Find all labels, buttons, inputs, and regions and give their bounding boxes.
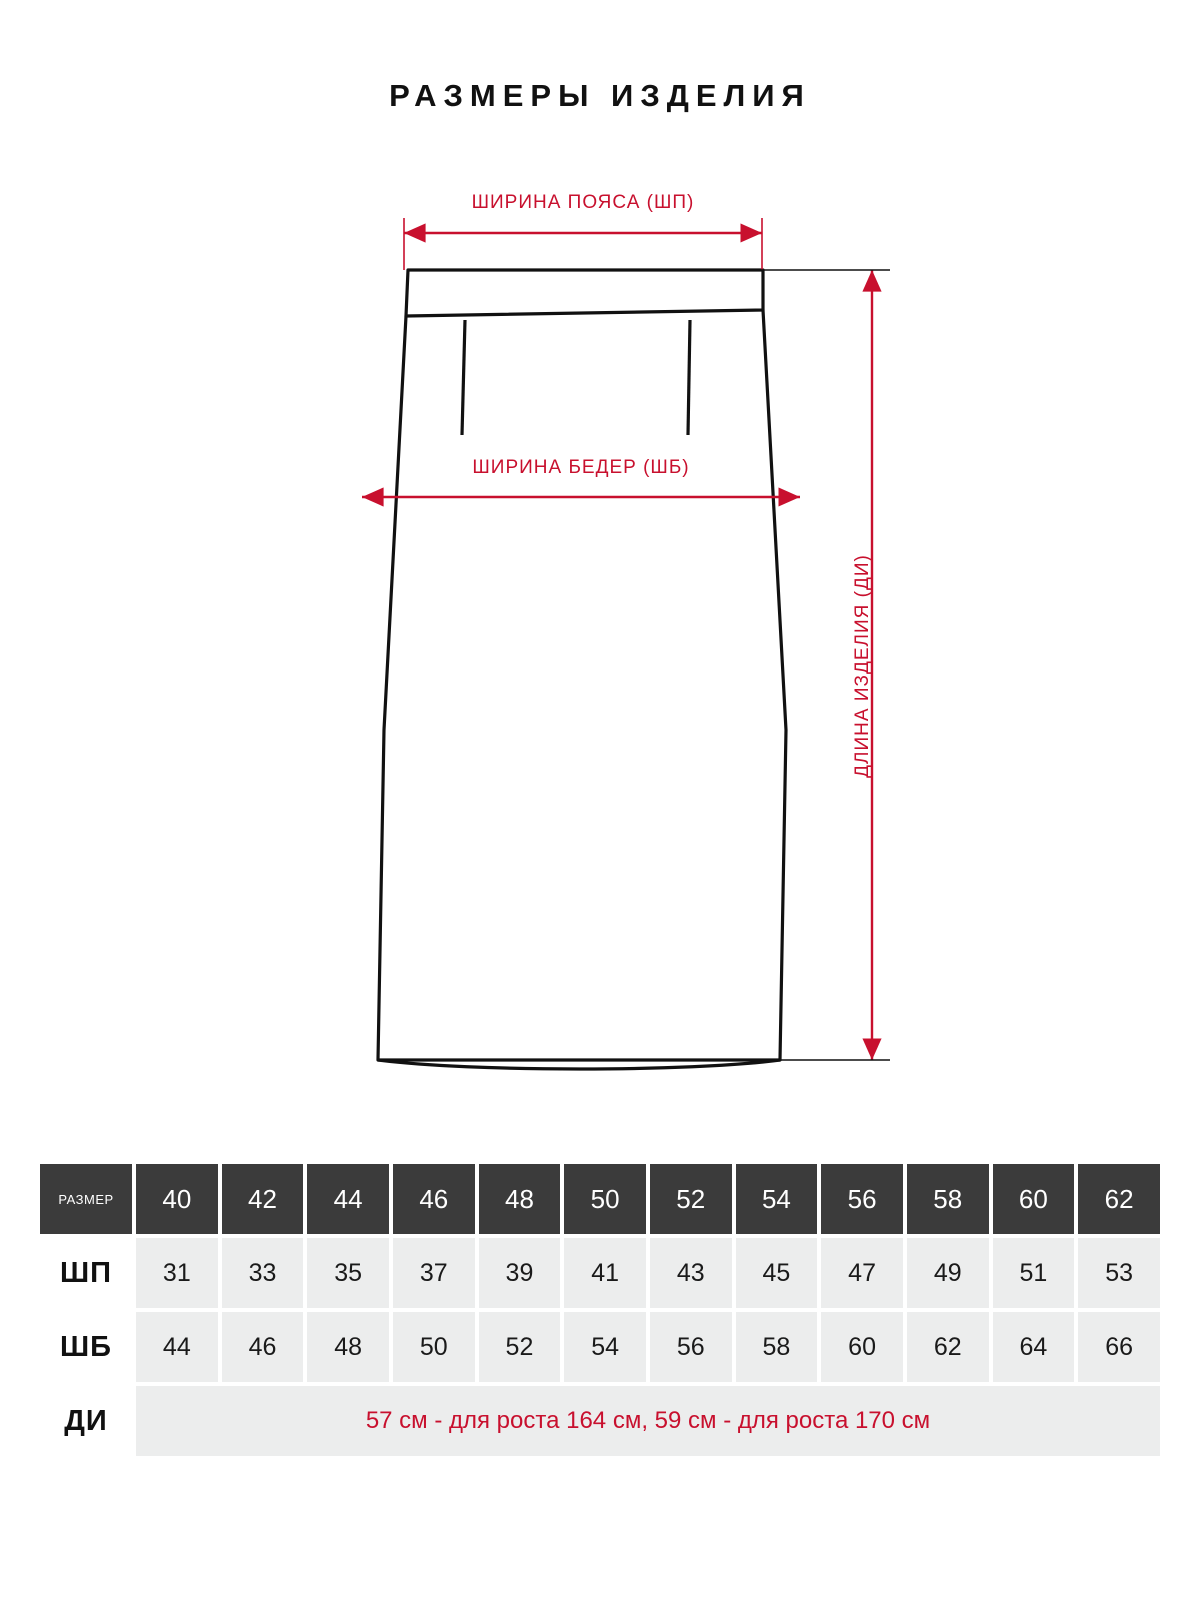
- cell-hip-42: 46: [222, 1312, 304, 1382]
- cell-hip-44: 48: [307, 1312, 389, 1382]
- table-row-hip-width: [40, 1312, 1160, 1382]
- hip-width-label: ШИРИНА БЕДЕР (ШБ): [472, 457, 690, 478]
- skirt-diagram: [0, 170, 1200, 1120]
- cell-hip-40: 44: [136, 1312, 218, 1382]
- cell-waist-44: 35: [307, 1238, 389, 1308]
- cell-waist-48: 39: [479, 1238, 561, 1308]
- cell-waist-54: 45: [736, 1238, 818, 1308]
- header-cell-60: 60: [993, 1164, 1075, 1234]
- header-cell-40: 40: [136, 1164, 218, 1234]
- header-cell-58: 58: [907, 1164, 989, 1234]
- cell-hip-62: 66: [1078, 1312, 1160, 1382]
- cell-hip-46: 50: [393, 1312, 475, 1382]
- cell-hip-58: 62: [907, 1312, 989, 1382]
- header-cell-size: РАЗМЕР: [40, 1164, 132, 1234]
- waist-width-measure: [404, 218, 762, 270]
- header-cell-52: 52: [650, 1164, 732, 1234]
- cell-hip-48: 52: [479, 1312, 561, 1382]
- header-cell-56: 56: [821, 1164, 903, 1234]
- table-row-length: [40, 1386, 1160, 1456]
- cell-hip-50: 54: [564, 1312, 646, 1382]
- header-cell-44: 44: [307, 1164, 389, 1234]
- cell-waist-58: 49: [907, 1238, 989, 1308]
- header-cell-62: 62: [1078, 1164, 1160, 1234]
- cell-hip-56: 60: [821, 1312, 903, 1382]
- header-cell-46: 46: [393, 1164, 475, 1234]
- table-row-waist-width: [40, 1238, 1160, 1308]
- cell-waist-56: 47: [821, 1238, 903, 1308]
- cell-waist-40: 31: [136, 1238, 218, 1308]
- skirt-outline: [378, 270, 786, 1069]
- cell-waist-60: 51: [993, 1238, 1075, 1308]
- header-cell-42: 42: [222, 1164, 304, 1234]
- size-table: [36, 1160, 1164, 1460]
- waist-width-label: ШИРИНА ПОЯСА (ШП): [471, 192, 695, 213]
- row-label-length: ДИ: [40, 1386, 132, 1456]
- table-header-row: [40, 1164, 1160, 1234]
- cell-waist-62: 53: [1078, 1238, 1160, 1308]
- cell-hip-54: 58: [736, 1312, 818, 1382]
- length-note: 57 см - для роста 164 см, 59 см - для роста 170 см: [136, 1386, 1160, 1456]
- length-label: ДЛИНА ИЗДЕЛИЯ (ДИ): [852, 554, 873, 778]
- cell-hip-52: 56: [650, 1312, 732, 1382]
- row-label-waist-width: ШП: [40, 1238, 132, 1308]
- page-title: РАЗМЕРЫ ИЗДЕЛИЯ: [389, 78, 811, 113]
- header-cell-54: 54: [736, 1164, 818, 1234]
- cell-hip-60: 64: [993, 1312, 1075, 1382]
- header-cell-50: 50: [564, 1164, 646, 1234]
- cell-waist-50: 41: [564, 1238, 646, 1308]
- header-cell-48: 48: [479, 1164, 561, 1234]
- cell-waist-42: 33: [222, 1238, 304, 1308]
- cell-waist-46: 37: [393, 1238, 475, 1308]
- row-label-hip-width: ШБ: [40, 1312, 132, 1382]
- cell-waist-52: 43: [650, 1238, 732, 1308]
